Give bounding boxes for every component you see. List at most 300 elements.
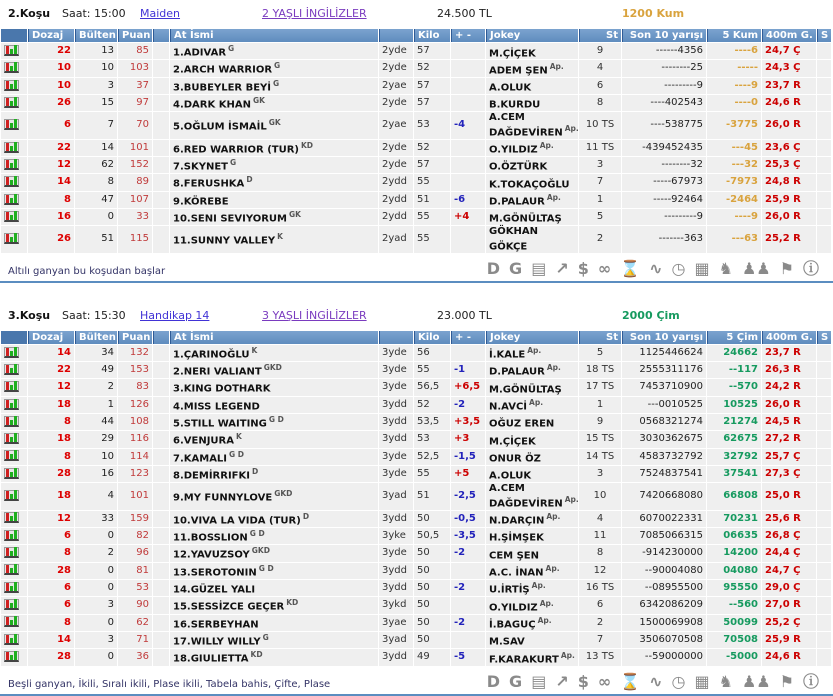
stats-chart-icon[interactable]: [4, 582, 19, 593]
col-age: [379, 331, 413, 344]
horse-name[interactable]: 8.FERUSHKA: [173, 178, 245, 190]
horse-name[interactable]: 7.KAMALI: [173, 452, 228, 464]
age-cell: 3yde: [379, 362, 413, 378]
horse-name-cell[interactable]: [170, 597, 378, 613]
surface-results-cell: ----9: [707, 78, 761, 94]
dozaj-cell: 14: [28, 174, 74, 190]
horse-name[interactable]: 9.MY FUNNYLOVE: [173, 492, 273, 504]
bulletin-notes-icon[interactable]: ▤: [531, 671, 547, 691]
stats-chart-icon[interactable]: [4, 142, 19, 153]
age-cell: 3ydd: [379, 511, 413, 527]
form-chart-icon[interactable]: ∿: [649, 258, 663, 278]
horse-name[interactable]: 18.GIULIETTA: [173, 653, 249, 665]
stats-chart-icon[interactable]: [4, 416, 19, 427]
s-cell: [817, 157, 831, 173]
calculator-icon[interactable]: ▦: [694, 258, 710, 278]
age-cell: 2yae: [379, 112, 413, 138]
kilo-cell: 50: [414, 511, 450, 527]
surface-results-cell: -5000: [707, 649, 761, 665]
kilo-cell: 56,5: [414, 379, 450, 395]
puan-cell: 114: [118, 449, 152, 465]
age-cell: 3ydd: [379, 580, 413, 596]
dozaj-cell: 18: [28, 397, 74, 413]
horse-row: [1, 615, 831, 631]
dozaj-cell: 14: [28, 345, 74, 361]
stats-cell: [1, 209, 27, 225]
finish-flag-icon[interactable]: ⚑: [779, 258, 794, 278]
jockey-suffix: Ap.: [564, 124, 579, 134]
horse-name[interactable]: 3.KING DOTHARK: [173, 383, 271, 395]
stats-chart-icon[interactable]: [4, 45, 19, 56]
jockey-name: A.CEM DAĞDEVİREN: [489, 112, 563, 139]
last10-results-cell: -------363: [622, 226, 706, 252]
stats-chart-icon[interactable]: [4, 599, 19, 610]
col-son10: Son 10 yarışı: [622, 29, 706, 42]
toolbar: [487, 672, 833, 692]
horse-name[interactable]: 15.SESSİZCE GEÇER: [173, 601, 285, 613]
col-bulten: Bülten: [75, 331, 117, 344]
last10-results-cell: --90004080: [622, 563, 706, 579]
jockey-cell: [486, 414, 578, 430]
stats-chart-icon[interactable]: [4, 119, 19, 130]
col-bulten: Bülten: [75, 29, 117, 42]
horse-row: [1, 449, 831, 465]
jockey-name: OĞUZ EREN: [489, 418, 555, 430]
start-box-cell: 4: [579, 60, 621, 76]
stats-chart-icon[interactable]: [4, 512, 19, 523]
horse-name[interactable]: 1.ÇARINOĞLU: [173, 348, 250, 360]
last10-results-cell: 7453710900: [622, 379, 706, 395]
spacer-cell: [153, 60, 169, 76]
col-spacer: [153, 331, 169, 344]
puan-cell: 33: [118, 209, 152, 225]
stats-chart-icon[interactable]: [4, 564, 19, 575]
puan-cell: 116: [118, 431, 152, 447]
horse-name[interactable]: 5.STILL WAITING: [173, 418, 267, 430]
horse-name[interactable]: 14.GÜZEL YALI: [173, 584, 256, 596]
horse-name[interactable]: 11.SUNNY VALLEY: [173, 235, 276, 247]
horse-name-suffix: D: [246, 175, 253, 185]
bulten-cell: 3: [75, 78, 117, 94]
jockey-cell: [486, 466, 578, 482]
calculator-icon[interactable]: ▦: [694, 671, 710, 691]
ganyan-icon[interactable]: G: [509, 258, 523, 278]
age-cell: 3yde: [379, 379, 413, 395]
stats-chart-icon[interactable]: [4, 616, 19, 627]
surface-results-cell: 10525: [707, 397, 761, 413]
horse-name-cell[interactable]: [170, 140, 378, 156]
start-box-cell: 1: [579, 192, 621, 208]
horse-row: [1, 632, 831, 648]
stats-chart-icon[interactable]: [4, 194, 19, 205]
spacer-cell: [153, 226, 169, 252]
stats-chart-icon[interactable]: [4, 97, 19, 108]
horse-name-cell[interactable]: [170, 615, 378, 631]
hourglass-icon[interactable]: ⌛: [620, 671, 641, 691]
stats-chart-icon[interactable]: [4, 80, 19, 91]
surface-results-cell: --560: [707, 597, 761, 613]
age-cell: 3ydd: [379, 397, 413, 413]
horse-name-suffix: G D: [258, 563, 274, 573]
horse-row: [1, 140, 831, 156]
jockey-cell: [486, 449, 578, 465]
age-cell: 3yde: [379, 345, 413, 361]
stats-cell: [1, 483, 27, 509]
horse-name-cell[interactable]: [170, 397, 378, 413]
jockey-cell: [486, 563, 578, 579]
horse-name[interactable]: 1.ADIVAR: [173, 47, 227, 59]
spacer-cell: [153, 597, 169, 613]
horse-name-cell[interactable]: [170, 632, 378, 648]
horse-name[interactable]: 17.WILLY WILLY: [173, 636, 261, 648]
stats-chart-icon[interactable]: [4, 547, 19, 558]
horse-row: [1, 649, 831, 665]
horse-row: [1, 362, 831, 378]
horse-name-suffix: D: [302, 511, 310, 521]
jockey-name: İ.KALE: [489, 349, 526, 361]
s-cell: [817, 140, 831, 156]
surface-results-cell: 21274: [707, 414, 761, 430]
last10-results-cell: --08955500: [622, 580, 706, 596]
jockey-cell: [486, 192, 578, 208]
jockey-cell: [486, 362, 578, 378]
horse-name[interactable]: 10.VIVA LA VIDA (TUR): [173, 514, 301, 526]
jockey-suffix: Ap.: [531, 581, 546, 591]
last10-results-cell: --59000000: [622, 649, 706, 665]
puan-cell: 89: [118, 174, 152, 190]
stats-chart-icon[interactable]: [4, 634, 19, 645]
start-box-cell: 12: [579, 563, 621, 579]
horse-name-cell[interactable]: [170, 362, 378, 378]
weight-change-cell: -2,5: [451, 483, 485, 509]
horse-name-cell[interactable]: [170, 449, 378, 465]
stats-cell: [1, 174, 27, 190]
horse-name-cell[interactable]: [170, 466, 378, 482]
jockey-suffix: Ap.: [549, 61, 564, 71]
horse-row: [1, 597, 831, 613]
horse-name-cell[interactable]: [170, 174, 378, 190]
horse-name-cell[interactable]: [170, 563, 378, 579]
horse-name[interactable]: 13.SEROTONIN: [173, 566, 257, 578]
age-cell: 2yde: [379, 157, 413, 173]
horse-name-cell[interactable]: [170, 580, 378, 596]
bulten-cell: 44: [75, 414, 117, 430]
horse-name[interactable]: 6.RED WARRIOR (TUR): [173, 143, 299, 155]
stats-chart-icon[interactable]: [4, 159, 19, 170]
horse-name-suffix: K: [277, 232, 283, 242]
kilo-cell: 50: [414, 632, 450, 648]
race-number: 2.Koşu: [8, 7, 51, 20]
horses-icon[interactable]: ♞: [718, 671, 733, 691]
horse-name-cell[interactable]: [170, 192, 378, 208]
stats-chart-icon[interactable]: [4, 490, 19, 501]
stats-chart-icon[interactable]: [4, 62, 19, 73]
s-cell: [817, 563, 831, 579]
spacer-cell: [153, 615, 169, 631]
horse-name-cell[interactable]: [170, 431, 378, 447]
performance-trend-icon[interactable]: ↗: [555, 671, 569, 691]
horse-name-cell[interactable]: [170, 209, 378, 225]
stopwatch-icon[interactable]: ◷: [671, 258, 686, 278]
bulten-cell: 49: [75, 362, 117, 378]
race-info-bar: [0, 309, 833, 327]
bulten-cell: 0: [75, 580, 117, 596]
horse-name[interactable]: 10.SENI SEVIYORUM: [173, 213, 287, 225]
horse-name[interactable]: 8.DEMİRRIFKI: [173, 470, 250, 482]
horse-row: [1, 466, 831, 482]
start-box-cell: 10: [579, 483, 621, 509]
dozaj-cell: 28: [28, 563, 74, 579]
dozaj-cell: 22: [28, 140, 74, 156]
daily-program-icon[interactable]: D: [486, 671, 501, 691]
stats-cell: [1, 379, 27, 395]
horse-name-cell[interactable]: [170, 226, 378, 252]
jockey-cell: [486, 140, 578, 156]
horse-name[interactable]: 11.BOSSLION: [173, 532, 248, 544]
horse-name-cell[interactable]: [170, 649, 378, 665]
horse-name-suffix: D: [251, 466, 259, 476]
last10-results-cell: 3030362675: [622, 431, 706, 447]
s-cell: [817, 414, 831, 430]
s-cell: [817, 545, 831, 561]
horse-name-cell[interactable]: [170, 414, 378, 430]
jockey-suffix: Ap.: [527, 346, 542, 356]
race-note: Beşli ganyan, İkili, Sıralı ikili, Plase ikili, Tabela bahis, Çifte, Plase: [8, 678, 331, 690]
puan-cell: 62: [118, 615, 152, 631]
crowd-icon[interactable]: ♟♟: [741, 671, 771, 691]
surface-results-cell: 06635: [707, 528, 761, 544]
horse-name[interactable]: 5.OĞLUM İSMAİL: [173, 121, 267, 133]
400m-time-cell: 25,2 R: [762, 226, 816, 252]
last10-results-cell: -914230000: [622, 545, 706, 561]
horse-name-suffix: G: [274, 61, 281, 71]
col-kilo: Kilo: [414, 29, 450, 42]
col-last5: 5 Kum: [707, 29, 761, 42]
s-cell: [817, 345, 831, 361]
jockey-name: D.PALAUR: [489, 196, 545, 208]
stats-cell: [1, 362, 27, 378]
horses-icon[interactable]: ♞: [718, 258, 733, 278]
horse-row: [1, 192, 831, 208]
horse-row: [1, 528, 831, 544]
age-cell: 2yde: [379, 95, 413, 111]
stats-chart-icon[interactable]: [4, 433, 19, 444]
horse-row: [1, 209, 831, 225]
start-box-cell: 7: [579, 632, 621, 648]
jockey-cell: [486, 649, 578, 665]
kilo-cell: 50,5: [414, 528, 450, 544]
race-type-link[interactable]: Handikap 14: [140, 308, 210, 322]
dozaj-cell: 28: [28, 649, 74, 665]
horse-row: [1, 112, 831, 138]
kilo-cell: 55: [414, 362, 450, 378]
stats-chart-icon[interactable]: [4, 399, 19, 410]
horse-name[interactable]: 6.VENJURA: [173, 435, 234, 447]
dozaj-cell: 22: [28, 362, 74, 378]
kilo-cell: 53,5: [414, 414, 450, 430]
age-cell: 2yde: [379, 140, 413, 156]
horse-name[interactable]: 3.BUBEYLER BEYİ: [173, 81, 271, 93]
race-type-link[interactable]: Maiden: [140, 7, 181, 20]
stats-chart-icon[interactable]: [4, 347, 19, 358]
stats-chart-icon[interactable]: [4, 468, 19, 479]
dozaj-cell: 6: [28, 112, 74, 138]
horse-name-cell[interactable]: [170, 511, 378, 527]
spacer-cell: [153, 431, 169, 447]
surface-results-cell: 95550: [707, 580, 761, 596]
horse-name-cell[interactable]: [170, 95, 378, 111]
surface-results-cell: 70231: [707, 511, 761, 527]
kilo-cell: 55: [414, 174, 450, 190]
daily-program-icon[interactable]: D: [486, 258, 501, 278]
prize-money-icon[interactable]: $: [577, 258, 589, 278]
stats-chart-icon[interactable]: [4, 364, 19, 375]
last10-results-cell: 1125446624: [622, 345, 706, 361]
horse-row: [1, 397, 831, 413]
horse-name-suffix: GK: [268, 118, 281, 128]
age-cell: 2ydd: [379, 209, 413, 225]
puan-cell: 37: [118, 78, 152, 94]
jockey-cell: [486, 431, 578, 447]
jockey-name: N.AVCİ: [489, 401, 528, 413]
horse-name-cell[interactable]: [170, 157, 378, 173]
stats-chart-icon[interactable]: [4, 176, 19, 187]
col-400m: 400m G.: [762, 331, 816, 344]
spacer-cell: [153, 511, 169, 527]
bulten-cell: 15: [75, 95, 117, 111]
col-dozaj: Dozaj: [28, 29, 74, 42]
dozaj-cell: 6: [28, 580, 74, 596]
horse-name-cell[interactable]: [170, 60, 378, 76]
last10-results-cell: ----538775: [622, 112, 706, 138]
jockey-name: İ.BAGUÇ: [489, 619, 536, 631]
dozaj-cell: 6: [28, 528, 74, 544]
stats-cell: [1, 466, 27, 482]
bulletin-notes-icon[interactable]: ▤: [531, 258, 547, 278]
dozaj-cell: 8: [28, 545, 74, 561]
horse-name-cell[interactable]: [170, 528, 378, 544]
stats-chart-icon[interactable]: [4, 651, 19, 662]
ganyan-icon[interactable]: G: [509, 671, 523, 691]
race-class-link[interactable]: 3 YAŞLI İNGİLİZLER: [262, 308, 367, 322]
horse-name[interactable]: 2.ARCH WARRIOR: [173, 64, 273, 76]
horse-row: [1, 545, 831, 561]
start-box-cell: 14 TS: [579, 449, 621, 465]
jockey-suffix: Ap.: [546, 363, 561, 373]
s-cell: [817, 209, 831, 225]
start-box-cell: 9: [579, 414, 621, 430]
horse-name[interactable]: 9.KÖREBE: [173, 195, 229, 207]
kilo-cell: 55: [414, 209, 450, 225]
horse-name[interactable]: 12.YAVUZSOY: [173, 549, 250, 561]
info-icon[interactable]: ⓘ: [802, 671, 819, 691]
dozaj-cell: 8: [28, 449, 74, 465]
start-box-cell: 8: [579, 95, 621, 111]
stats-chart-icon[interactable]: [4, 233, 19, 244]
surface-results-cell: ---32: [707, 157, 761, 173]
horse-name-suffix: KD: [250, 650, 263, 660]
horse-name-suffix: G: [228, 44, 235, 53]
kilo-cell: 50: [414, 597, 450, 613]
horse-name[interactable]: 7.SKYNET: [173, 161, 228, 173]
race-section-3: [0, 309, 833, 696]
horse-name-cell[interactable]: [170, 379, 378, 395]
stats-cell: [1, 414, 27, 430]
stats-chart-icon[interactable]: [4, 450, 19, 461]
start-box-cell: 11 TS: [579, 140, 621, 156]
stats-chart-icon[interactable]: [4, 381, 19, 392]
jockey-suffix: Ap.: [564, 495, 579, 505]
jockey-suffix: Ap.: [560, 650, 575, 660]
400m-time-cell: 24,4 Ç: [762, 545, 816, 561]
stopwatch-icon[interactable]: ◷: [671, 671, 686, 691]
horse-name-cell[interactable]: [170, 483, 378, 509]
spacer-cell: [153, 632, 169, 648]
horse-name-cell[interactable]: [170, 112, 378, 138]
puan-cell: 153: [118, 362, 152, 378]
horse-name[interactable]: 4.MISS LEGEND: [173, 400, 260, 412]
horse-table-body: [1, 43, 831, 253]
crowd-icon[interactable]: ♟♟: [741, 258, 771, 278]
horse-name[interactable]: 16.SERBEYHAN: [173, 618, 259, 630]
race-footer: [0, 670, 833, 692]
puan-cell: 159: [118, 511, 152, 527]
spacer-cell: [153, 140, 169, 156]
horse-name-cell[interactable]: [170, 43, 378, 59]
stats-cell: [1, 78, 27, 94]
binoculars-icon[interactable]: ∞: [597, 258, 612, 278]
weight-change-cell: [451, 157, 485, 173]
weight-change-cell: -2: [451, 397, 485, 413]
horse-name[interactable]: 4.DARK KHAN: [173, 99, 251, 111]
stats-cell: [1, 511, 27, 527]
horse-name-suffix: K: [251, 345, 258, 355]
jockey-cell: [486, 397, 578, 413]
performance-trend-icon[interactable]: ↗: [555, 258, 569, 278]
weight-change-cell: -4: [451, 112, 485, 138]
spacer-cell: [153, 192, 169, 208]
horse-name[interactable]: 2.NERI VALIANT: [173, 366, 262, 378]
stats-cell: [1, 615, 27, 631]
bulten-cell: 34: [75, 345, 117, 361]
info-icon[interactable]: ⓘ: [802, 258, 819, 278]
form-chart-icon[interactable]: ∿: [649, 671, 663, 691]
stats-chart-icon[interactable]: [4, 211, 19, 222]
spacer-cell: [153, 563, 169, 579]
last10-results-cell: 2555311176: [622, 362, 706, 378]
finish-flag-icon[interactable]: ⚑: [779, 671, 794, 691]
race-class-link[interactable]: 2 YAŞLI İNGİLİZLER: [262, 7, 367, 20]
stats-chart-icon[interactable]: [4, 530, 19, 541]
hourglass-icon[interactable]: ⌛: [620, 258, 641, 278]
bulten-cell: 16: [75, 466, 117, 482]
surface-results-cell: ---45: [707, 140, 761, 156]
dozaj-cell: 10: [28, 78, 74, 94]
col-last5: 5 Çim: [707, 331, 761, 344]
spacer-cell: [153, 362, 169, 378]
horse-row: [1, 414, 831, 430]
s-cell: [817, 362, 831, 378]
spacer-cell: [153, 528, 169, 544]
start-box-cell: 16 TS: [579, 580, 621, 596]
prize-money-icon[interactable]: $: [577, 671, 589, 691]
surface-results-cell: ----9: [707, 209, 761, 225]
binoculars-icon[interactable]: ∞: [597, 671, 612, 691]
horse-name-cell[interactable]: [170, 78, 378, 94]
dozaj-cell: 6: [28, 597, 74, 613]
horse-name-cell[interactable]: [170, 345, 378, 361]
horse-name-cell[interactable]: [170, 545, 378, 561]
